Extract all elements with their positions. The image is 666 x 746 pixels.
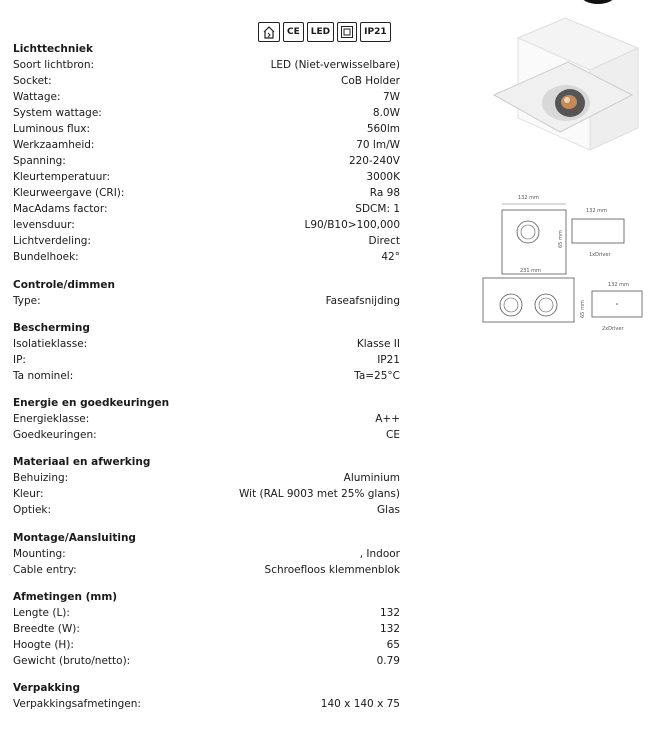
spec-value: L90/B10>100,000 [304,219,400,231]
spec-row [13,470,400,486]
double-side-width-label: 132 mm [608,282,629,288]
spec-value: , Indoor [359,548,400,560]
spec-label: Behuizing: [13,472,69,484]
spec-value: 132 [379,623,400,635]
spec-value: Aluminium [343,472,400,484]
spec-value: Ra 98 [369,187,400,199]
spec-value: 3000K [366,171,400,183]
spec-label: Mounting: [13,548,66,560]
spec-label: Optiek: [13,504,52,516]
double-width-label: 231 mm [520,268,541,274]
spec-label: Ta nominel: [13,370,74,382]
spec-value: Glas [377,504,400,516]
spec-row [13,293,400,309]
section-title: Verpakking [13,682,81,694]
spec-label: Breedte (W): [13,623,80,635]
driver-house-icon [258,22,280,42]
section-title: Montage/Aansluiting [13,532,136,544]
spec-value: Klasse II [356,338,400,350]
section [13,395,400,443]
spec-value: 0.79 [376,655,400,667]
spec-row [13,546,400,562]
spec-label: System wattage: [13,107,102,119]
spec-value: Faseafsnijding [325,295,400,307]
spec-value: 42° [381,251,400,263]
section [13,530,400,578]
single-driver-label: 1xDriver [589,252,611,258]
led-icon: LED [307,22,334,42]
spec-row [13,427,400,443]
spec-label: IP: [13,354,26,366]
spec-value: 7W [382,91,400,103]
spec-value: 65 [386,639,400,651]
spec-label: MacAdams factor: [13,203,108,215]
spec-value: 70 lm/W [356,139,400,151]
spec-value: CE [386,429,400,441]
spec-row [13,121,400,137]
double-driver-label: 2xDriver [602,326,624,332]
dimension-drawings [478,190,648,335]
spec-label: Wattage: [13,91,61,103]
single-side-width-label: 132 mm [586,208,607,214]
spec-row [13,57,400,73]
certification-icons [258,22,391,42]
section-title: Controle/dimmen [13,279,115,291]
spec-label: Socket: [13,75,52,87]
spec-value: 140 x 140 x 75 [320,698,400,710]
section [13,589,400,669]
spec-row [13,605,400,621]
spec-row [13,185,400,201]
spec-label: Kleur: [13,488,44,500]
spec-row [13,352,400,368]
brand-logo-icon [580,0,616,4]
spec-row [13,73,400,89]
spec-value: Ta=25°C [354,370,400,382]
spec-value: 132 [379,607,400,619]
spec-label: Cable entry: [13,564,77,576]
spec-label: Bundelhoek: [13,251,79,263]
spec-label: Energieklasse: [13,413,90,425]
spec-label: Kleurweergave (CRI): [13,187,125,199]
section [13,680,400,712]
section-title: Materiaal en afwerking [13,456,151,468]
spec-value: 8.0W [372,107,400,119]
spec-value: SDCM: 1 [355,203,400,215]
section-title: Afmetingen (mm) [13,591,118,603]
spec-row [13,696,400,712]
ce-mark-icon: CE [283,22,304,42]
spec-row [13,217,400,233]
double-height-label: 65 mm [580,300,586,318]
spec-label: Type: [13,295,41,307]
section [13,41,400,265]
spec-label: Hoogte (H): [13,639,74,651]
spec-row [13,169,400,185]
spec-row [13,249,400,265]
spec-value: 560lm [366,123,400,135]
spec-row [13,621,400,637]
section [13,454,400,518]
spec-label: Gewicht (bruto/netto): [13,655,131,667]
spec-label: Spanning: [13,155,66,167]
spec-value: CoB Holder [341,75,400,87]
section-title: Lichttechniek [13,43,94,55]
spec-row [13,153,400,169]
spec-row [13,653,400,669]
spec-row [13,502,400,518]
spec-label: Lengte (L): [13,607,70,619]
section-title: Bescherming [13,322,90,334]
spec-row [13,562,400,578]
section [13,320,400,384]
class-ii-icon [337,22,357,42]
single-height-label: 65 mm [558,230,564,248]
section-title: Energie en goedkeuringen [13,397,170,409]
spec-value: A++ [375,413,400,425]
spec-value: IP21 [377,354,400,366]
spec-label: Goedkeuringen: [13,429,97,441]
spec-label: Kleurtemperatuur: [13,171,111,183]
spec-row [13,105,400,121]
spec-row [13,89,400,105]
spec-label: Lichtverdeling: [13,235,91,247]
single-width-label: 132 mm [518,195,539,201]
spec-value: Direct [368,235,400,247]
spec-row [13,233,400,249]
spec-row [13,637,400,653]
spec-label: Werkzaamheid: [13,139,95,151]
spec-label: Isolatieklasse: [13,338,88,350]
spec-label: Luminous flux: [13,123,91,135]
spec-value: Wit (RAL 9003 met 25% glans) [239,488,400,500]
spec-row [13,336,400,352]
spec-row [13,137,400,153]
spec-value: LED (Niet-verwisselbare) [270,59,400,71]
spec-row [13,201,400,217]
spec-value: Schroefloos klemmenblok [264,564,400,576]
spec-label: Soort lichtbron: [13,59,95,71]
spec-row [13,486,400,502]
spec-row [13,411,400,427]
spec-value: 220-240V [348,155,400,167]
ip-rating-icon: IP21 [360,22,390,42]
section [13,277,400,309]
spec-label: levensduur: [13,219,75,231]
spec-row [13,368,400,384]
spec-label: Verpakkingsafmetingen: [13,698,141,710]
